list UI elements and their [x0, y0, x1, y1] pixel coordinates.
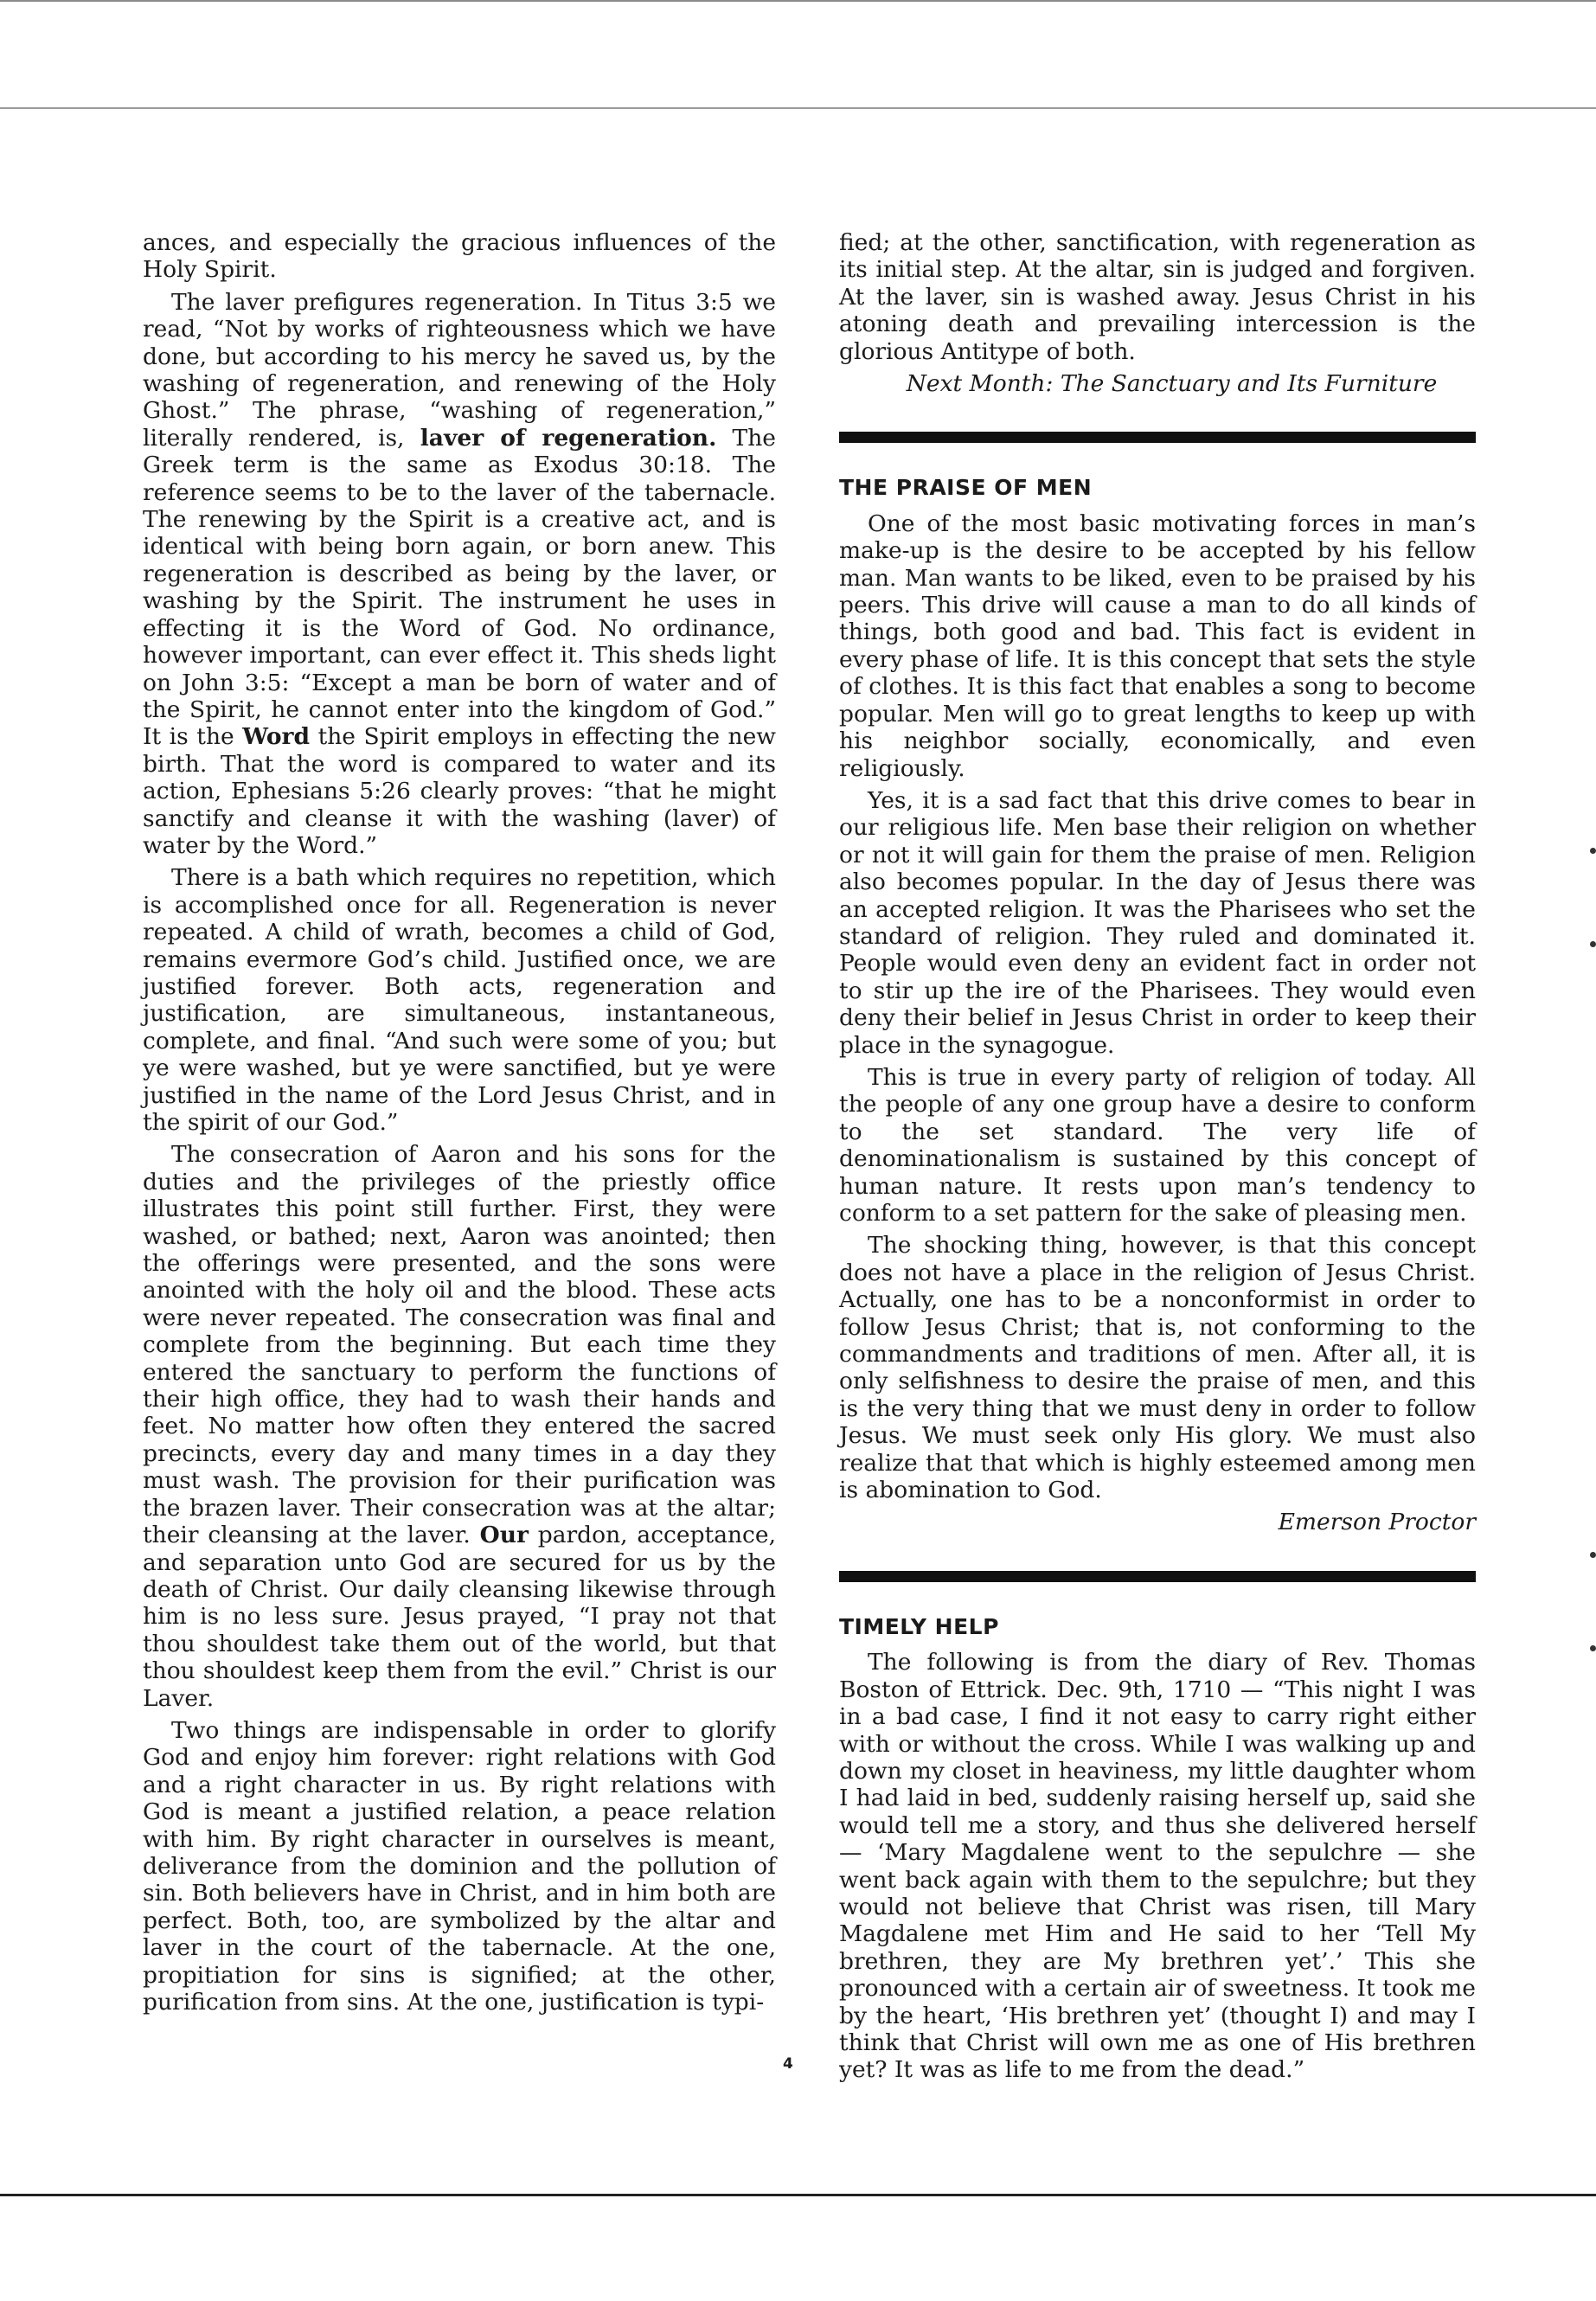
left-paragraph-4	[143, 1141, 776, 1712]
left-paragraph-4-text-b: pardon, acceptance, and separation unto God are secured for us by the death of Christ. Our daily cleansing likewise through him is no less sure. Jesus prayed, “I pray not that thou shouldest take them out of the world, but that thou shouldest keep them from the evil.” Christ is our Laver.	[143, 1522, 777, 1712]
right-column	[839, 229, 1476, 2089]
section-divider-rule	[839, 432, 1476, 443]
left-paragraph-3: There is a bath which requires no repetition, which is accomplished once for all. Regeneration is never repeated. A child of wrath, becomes a child of God, remains evermore God’s child. Justified once, we are justified forever. Both acts, regeneration and justification, are simultaneous, instantaneous, complete, and final. “And such were some of you; but ye were washed, but ye were sanctified, but ye were justified in the name of the Lord Jesus Christ, and in the spirit of our God.”	[143, 864, 776, 1136]
praise-paragraph-2: Yes, it is a sad fact that this drive comes to bear in our religious life. Men base their religion on whether or not it will gain for them the praise of men. Religion also becomes popular. In the day of Jesus there was an accepted religion. It was the Pharisees who set the standard of religion. They ruled and dominated it. People would even deny an evident fact in order not to stir up the ire of the Pharisees. They would even deny their belief in Jesus Christ in order to keep their place in the synagogue.	[839, 786, 1476, 1059]
bottom-edge-line	[0, 2194, 1596, 2196]
left-paragraph-5: Two things are indispensable in order to glorify God and enjoy him forever: right relations with God and a right character in us. By right relations with God is meant a justified relation, a peace relation with him. By right character in ourselves is meant, deliverance from the dominion and the pollution of sin. Both believers have in Christ, and in him both are perfect. Both, too, are symbolized by the altar and laver in the court of the tabernacle. At the one, propitiation for sins is signified; at the other, purification from sins. At the one, justification is typi-	[143, 1716, 776, 2016]
praise-of-men-heading: THE PRAISE OF MEN	[839, 475, 1093, 501]
left-paragraph-1: ances, and especially the gracious influences of the Holy Spirit.	[143, 229, 776, 284]
scan-edge-mark	[1590, 941, 1596, 947]
left-paragraph-2	[143, 289, 776, 860]
section-divider-rule	[839, 1571, 1476, 1582]
praise-paragraph-4: The shocking thing, however, is that this concept does not have a place in the religion of Jesus Christ. Actually, one has to be a nonconformist in order to follow Jesus Christ; that is, not conforming to the commandments and traditions of men. After all, it is only selfishness to desire the praise of men, and this is the very thing that we must deny in order to follow Jesus. We must seek only His glory. We must also realize that that which is highly esteemed among men is abomination to God.	[839, 1232, 1476, 1504]
left-paragraph-2-bold: laver of regeneration.	[420, 424, 717, 452]
left-paragraph-4-text-a: The consecration of Aaron and his sons for the duties and the privileges of the priestly office illustrates this point still further. First, they were washed, or bathed; next, Aaron was anointed; then the offerings were presented, and the sons were anointed with the holy oil and the blood. These acts were never repeated. The consecration was final and complete from the beginning. But each time they entered the sanctuary to perform the functions of their high office, they had to wash their hands and feet. No matter how often they entered the sacred precincts, every day and many times in a day they must wash. The provision for their purification was the brazen laver. Their consecration was at the altar; their cleansing at the laver.	[143, 1141, 776, 1549]
praise-paragraph-3: This is true in every party of religion of today. All the people of any one group have a desire to conform to the set standard. The very life of denominationalism is sustained by this concept of human nature. It rests upon man’s tendency to conform to a set pattern for the sake of pleasing men.	[839, 1063, 1476, 1227]
left-paragraph-2-bold-word: Word	[242, 723, 311, 751]
left-paragraph-4-bold: Our	[479, 1522, 529, 1549]
timely-help-heading: TIMELY HELP	[839, 1613, 999, 1639]
next-month-note: Next Month: The Sanctuary and Its Furniture	[906, 370, 1438, 398]
scan-edge-mark	[1590, 1645, 1596, 1651]
author-signature: Emerson Proctor	[1278, 1509, 1476, 1536]
left-paragraph-2-text-a: The laver prefigures regeneration. In Titus 3:5 we read, “Not by works of righteousness which we have done, but according to his mercy he saved us, by the washing of regeneration, and renewing of the Holy Ghost.” The phrase, “washing of regeneration,” literally rendered, is,	[143, 288, 776, 452]
scan-edge-mark	[1590, 1552, 1596, 1558]
page-number: 4	[783, 2055, 793, 2073]
praise-paragraph-1: One of the most basic motivating forces in man’s make-up is the desire to be accepted by his fellow man. Man wants to be liked, even to be praised by his peers. This drive will cause a man to do all kinds of things, both good and bad. This fact is evident in every phase of life. It is this concept that sets the style of clothes. It is this fact that enables a song to become popular. Men will go to great lengths to keep up with his neighbor socially, economically, and even religiously.	[839, 510, 1476, 782]
left-paragraph-2-text-b: The Greek term is the same as Exodus 30:18. The reference seems to be to the laver of the tabernacle. The renewing by the Spirit is a creative act, and is identical with being born again, or born anew. This regeneration is described as being by the laver, or washing by the Spirit. The instrument he uses in effecting it is the Word of God. No ordinance, however important, can ever effect it. This sheds light on John 3:5: “Except a man be born of water and of the Spirit, he cannot enter into the kingdom of God.” It is the	[143, 424, 776, 751]
scan-edge-mark	[1590, 848, 1596, 854]
left-column	[143, 229, 776, 2021]
right-paragraph-1: fied; at the other, sanctification, with regeneration as its initial step. At the altar, sin is judged and forgiven. At the laver, sin is washed away. Jesus Christ in his atoning death and prevailing intercession is the glorious Antitype of both.	[839, 229, 1476, 365]
top-edge-line	[0, 107, 1596, 109]
timely-paragraph-1: The following is from the diary of Rev. Thomas Boston of Ettrick. Dec. 9th, 1710 — “This night I was in a bad case, I find it not easy to carry right either with or without the cross. While I was walking up and down my closet in heaviness, my little daughter whom I had laid in bed, suddenly raising herself up, said she would tell me a story, and thus she delivered herself — ‘Mary Magdalene went to the sepulchre — she went back again with them to the sepulchre; but they would not believe that Christ was risen, till Mary Magdalene met Him and He said to her ‘Tell My brethren, they are My brethren yet’.’ This she pronounced with a certain air of sweetness. It took me by the heart, ‘His brethren yet’ (thought I) and may I think that Christ will own me as one of His brethren yet? It was as life to me from the dead.”	[839, 1649, 1476, 2084]
left-paragraph-2-text-c: the Spirit employs in effecting the new birth. That the word is compared to water and its action, Ephesians 5:26 clearly proves: “that he might sanctify and cleanse it with the washing (laver) of water by the Word.”	[143, 723, 776, 859]
